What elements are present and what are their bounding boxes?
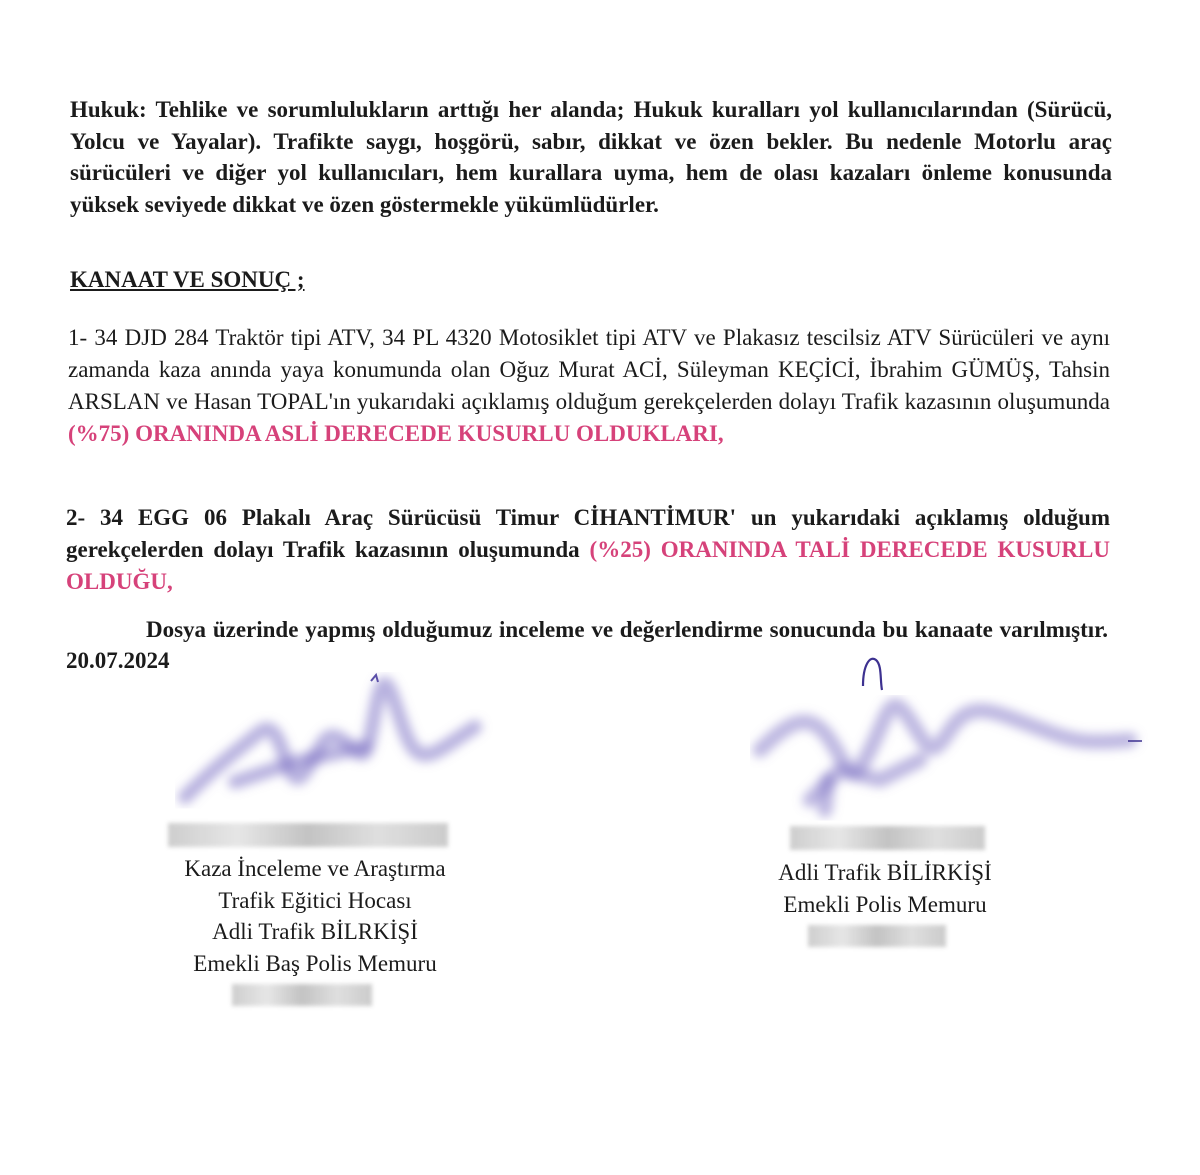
right-title-line-1: Adli Trafik BİLİRKİŞİ — [778, 860, 992, 885]
left-signature — [175, 672, 495, 822]
left-title-line-1: Kaza İnceleme ve Araştırma — [184, 856, 446, 881]
right-signatory-block — [720, 857, 1050, 920]
conclusion-item-1-text: 1- 34 DJD 284 Traktör tipi ATV, 34 PL 4320 Motosiklet tipi ATV ve Plakasız tescilsiz ATV Sürücüleri ve aynı zamanda kaza anında yaya konumunda olan Oğuz Murat ACİ, Süleyman KEÇİCİ, İbrahim GÜMÜŞ, Tahsin ARSLAN ve Hasan TOPAL'ın yukarıdaki açıklamış olduğum gerekçelerden dolayı Trafik kazasının oluşumunda — [68, 325, 1110, 414]
conclusion-item-1-highlight: (%75) ORANINDA ASLİ DERECEDE KUSURLU OLDUKLARI, — [68, 421, 724, 446]
left-id-redacted — [232, 984, 372, 1006]
left-signatory-block — [140, 853, 490, 979]
section-heading: KANAAT VE SONUÇ ; — [70, 267, 305, 292]
conclusion-item-2-text: 2- 34 EGG 06 Plakalı Araç Sürücüsü Timur CİHANTİMUR' un yukarıdaki açıklamış olduğum gerekçelerden dolayı Trafik kazasının oluşumunda — [66, 505, 1110, 562]
left-name-redacted — [168, 823, 448, 847]
closing-text: Dosya üzerinde yapmış olduğumuz inceleme ve değerlendirme sonucunda bu kanaate varılmıştır. 20.07.2024 — [66, 617, 1108, 673]
conclusion-item-2-highlight: (%25) ORANINDA TALİ DERECEDE KUSURLU OLDUĞU, — [66, 537, 1110, 594]
conclusion-item-1 — [68, 322, 1110, 450]
right-id-redacted — [808, 925, 946, 947]
left-title-line-3: Adli Trafik BİLRKİŞİ — [212, 919, 418, 944]
right-name-redacted — [790, 826, 985, 850]
left-title-line-2: Trafik Eğitici Hocası — [218, 887, 412, 913]
right-signature — [750, 650, 1150, 825]
conclusion-item-2 — [66, 502, 1110, 598]
hukuk-paragraph: Hukuk: Tehlike ve sorumlulukların arttığı her alanda; Hukuk kuralları yol kullanıcılarından (Sürücü, Yolcu ve Yayalar). Trafikte saygı, hoşgörü, sabır, dikkat ve özen bekler. Bu nedenle Motorlu araç sürücüleri ve diğer yol kullanıcıları, hem kurallara uyma, hem de olası kazaları önleme konusunda yüksek seviyede dikkat ve özen göstermekle yükümlüdürler. — [70, 97, 1112, 217]
left-title-line-4: Emekli Baş Polis Memuru — [193, 950, 437, 976]
right-title-line-2: Emekli Polis Memuru — [783, 891, 987, 917]
